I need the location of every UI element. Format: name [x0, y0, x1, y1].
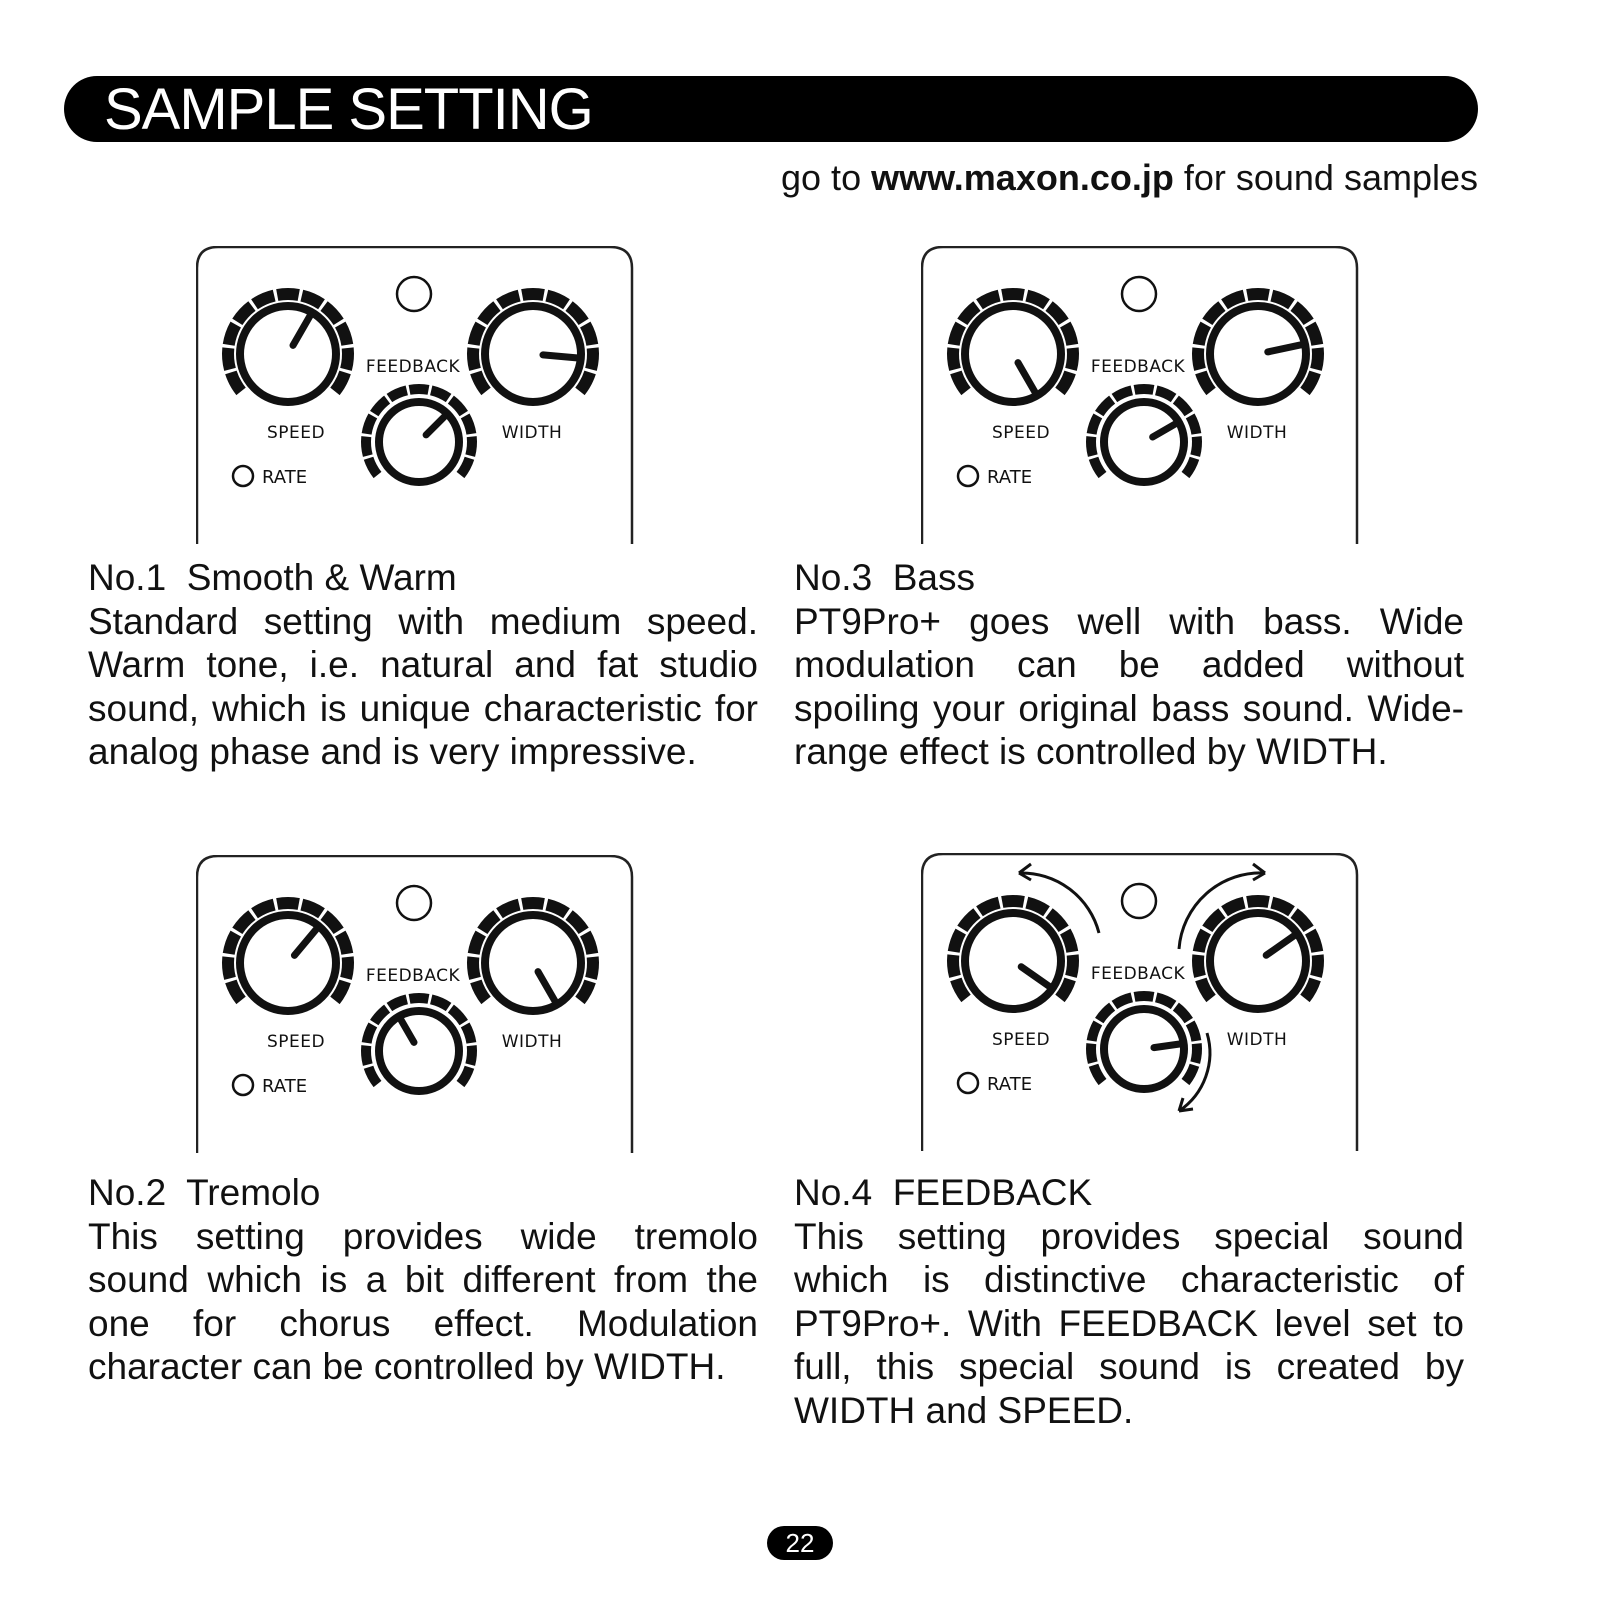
rate-label: RATE [262, 467, 308, 488]
setting-3-description [794, 556, 1464, 774]
led-indicator [1122, 884, 1156, 918]
setting-4-description [794, 1171, 1464, 1432]
setting-4-heading: No.4 FEEDBACK [794, 1172, 1093, 1213]
led-indicator [397, 277, 431, 311]
width-label: WIDTH [501, 1032, 563, 1052]
rate-label: RATE [262, 1076, 308, 1097]
speed-label: SPEED [266, 423, 326, 443]
knob-panel-feedback [921, 853, 1381, 1153]
width-knob[interactable] [1192, 288, 1324, 402]
link-prefix: go to [781, 157, 862, 198]
maxon-link[interactable]: www.maxon.co.jp [871, 157, 1174, 198]
speed-label: SPEED [266, 1032, 326, 1052]
feedback-label: FEEDBACK [365, 966, 461, 986]
setting-4-body: This setting provides special sound which is distinctive characteristic of PT9Pro+. With FEEDBACK level set to full, this special sound is created by WIDTH and SPEED. [794, 1215, 1464, 1431]
feedback-label: FEEDBACK [1090, 964, 1186, 984]
setting-1-body: Standard setting with medium speed. Warm tone, i.e. natural and fat studio sound, which is unique characteristic for analog phase and is very impressive. [88, 600, 758, 772]
feedback-knob[interactable] [1086, 384, 1202, 482]
width-knob[interactable] [1192, 895, 1324, 1009]
rate-led [233, 466, 253, 486]
rate-label: RATE [987, 1074, 1033, 1095]
title-bar [64, 76, 1478, 142]
rate-led [958, 466, 978, 486]
feedback-knob[interactable] [361, 384, 477, 482]
pedal-diagram [196, 855, 656, 1155]
feedback-label: FEEDBACK [365, 357, 461, 377]
feedback-knob[interactable] [361, 993, 477, 1091]
speed-label: SPEED [991, 1030, 1051, 1050]
sound-samples-note [781, 156, 1478, 200]
link-suffix: for sound samples [1183, 157, 1478, 198]
setting-3-heading: No.3 Bass [794, 557, 975, 598]
speed-knob[interactable] [222, 897, 354, 1011]
width-label: WIDTH [501, 423, 563, 443]
speed-label: SPEED [991, 423, 1051, 443]
feedback-knob-pointer [1154, 1044, 1180, 1048]
setting-2-description [88, 1171, 758, 1389]
feedback-label: FEEDBACK [1090, 357, 1186, 377]
page-title: SAMPLE SETTING [104, 77, 593, 142]
knob-panel-smooth-warm [196, 246, 656, 546]
knob-panel-tremolo [196, 855, 656, 1155]
width-label: WIDTH [1226, 423, 1288, 443]
rate-label: RATE [987, 467, 1033, 488]
speed-knob[interactable] [222, 288, 354, 402]
pedal-diagram [921, 246, 1381, 546]
speed-knob[interactable] [947, 288, 1079, 402]
pedal-diagram [921, 853, 1381, 1153]
setting-2-heading: No.2 Tremolo [88, 1172, 321, 1213]
width-knob[interactable] [467, 288, 599, 402]
feedback-knob[interactable] [1086, 991, 1202, 1089]
led-indicator [1122, 277, 1156, 311]
page-number: 22 [767, 1526, 833, 1560]
width-label: WIDTH [1226, 1030, 1288, 1050]
setting-1-description [88, 556, 758, 774]
width-knob-pointer [543, 355, 577, 358]
width-knob[interactable] [467, 897, 599, 1011]
rate-led [958, 1073, 978, 1093]
speed-knob[interactable] [947, 895, 1079, 1009]
setting-3-body: PT9Pro+ goes well with bass. Wide modulation can be added without spoiling your original bass sound. Wide-range effect is controlled by WIDTH. [794, 600, 1464, 772]
rate-led [233, 1075, 253, 1095]
knob-panel-bass [921, 246, 1381, 546]
led-indicator [397, 886, 431, 920]
pedal-diagram [196, 246, 656, 546]
setting-2-body: This setting provides wide tremolo sound which is a bit different from the one for chorus effect. Modulation character can be controlled by WIDTH. [88, 1215, 758, 1387]
setting-1-heading: No.1 Smooth & Warm [88, 557, 457, 598]
